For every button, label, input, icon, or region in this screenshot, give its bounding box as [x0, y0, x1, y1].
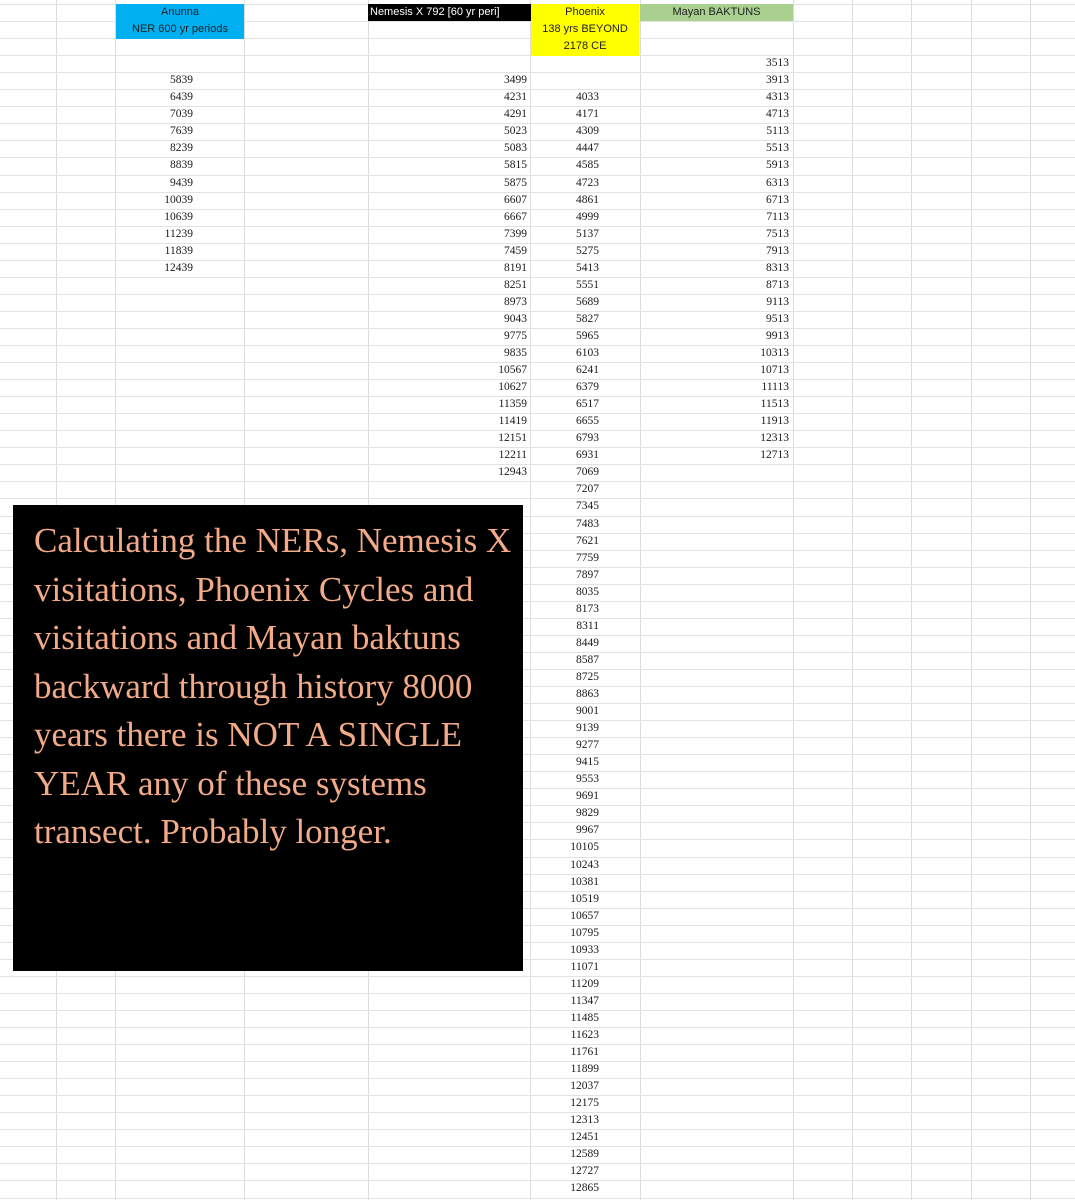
- phoenix-cell[interactable]: 6379: [576, 381, 599, 393]
- anunna-cell[interactable]: 12439: [164, 262, 193, 274]
- header-nemesis[interactable]: [368, 4, 532, 21]
- phoenix-cell[interactable]: 4033: [576, 91, 599, 103]
- phoenix-cell[interactable]: 11071: [570, 961, 599, 973]
- phoenix-cell[interactable]: 11899: [570, 1063, 599, 1075]
- phoenix-cell[interactable]: 10105: [570, 841, 599, 853]
- grid-row-line: [0, 464, 1075, 465]
- nemesis-cell[interactable]: 12151: [498, 432, 527, 444]
- header-mayan[interactable]: [640, 4, 793, 21]
- phoenix-cell[interactable]: 6517: [576, 398, 599, 410]
- nemesis-cell[interactable]: 6667: [504, 211, 527, 223]
- phoenix-cell[interactable]: 5413: [576, 262, 599, 274]
- mayan-cell[interactable]: 3513: [766, 57, 789, 69]
- mayan-cell[interactable]: 5513: [766, 142, 789, 154]
- phoenix-cell[interactable]: 7759: [576, 552, 599, 564]
- grid-row-line: [0, 1078, 1075, 1079]
- phoenix-cell[interactable]: 12451: [570, 1131, 599, 1143]
- nemesis-cell[interactable]: 9835: [504, 347, 527, 359]
- phoenix-cell[interactable]: 7207: [576, 483, 599, 495]
- phoenix-cell[interactable]: 5965: [576, 330, 599, 342]
- nemesis-cell[interactable]: 5875: [504, 177, 527, 189]
- anunna-cell[interactable]: 10639: [164, 211, 193, 223]
- nemesis-cell[interactable]: 8251: [504, 279, 527, 291]
- nemesis-cell[interactable]: 9043: [504, 313, 527, 325]
- anunna-cell[interactable]: 7639: [170, 125, 193, 137]
- phoenix-cell[interactable]: 10795: [570, 927, 599, 939]
- anunna-cell[interactable]: 8239: [170, 142, 193, 154]
- phoenix-cell[interactable]: 5827: [576, 313, 599, 325]
- phoenix-cell[interactable]: 11761: [570, 1046, 599, 1058]
- phoenix-cell[interactable]: 9001: [576, 705, 599, 717]
- mayan-cell[interactable]: 5913: [766, 159, 789, 171]
- nemesis-cell[interactable]: 3499: [504, 74, 527, 86]
- phoenix-cell[interactable]: 12313: [570, 1114, 599, 1126]
- grid-row-line: [0, 447, 1075, 448]
- grid-column-line: [640, 0, 641, 1200]
- phoenix-cell[interactable]: 8725: [576, 671, 599, 683]
- grid-row-line: [0, 311, 1075, 312]
- nemesis-cell[interactable]: 10567: [498, 364, 527, 376]
- phoenix-cell[interactable]: 4723: [576, 177, 599, 189]
- mayan-cell[interactable]: 11113: [761, 381, 789, 393]
- phoenix-cell[interactable]: 8173: [576, 603, 599, 615]
- phoenix-cell[interactable]: 7621: [576, 535, 599, 547]
- mayan-cell[interactable]: 4313: [766, 91, 789, 103]
- nemesis-cell[interactable]: 6607: [504, 194, 527, 206]
- anunna-cell[interactable]: 11239: [164, 228, 193, 240]
- phoenix-cell[interactable]: 10933: [570, 944, 599, 956]
- mayan-cell[interactable]: 4713: [766, 108, 789, 120]
- mayan-cell[interactable]: 8313: [766, 262, 789, 274]
- phoenix-cell[interactable]: 10519: [570, 893, 599, 905]
- grid-row-line: [0, 1061, 1075, 1062]
- annotation-textbox: [13, 505, 523, 971]
- phoenix-cell[interactable]: 4309: [576, 125, 599, 137]
- mayan-cell[interactable]: 7113: [766, 211, 789, 223]
- phoenix-cell[interactable]: 6241: [576, 364, 599, 376]
- anunna-cell[interactable]: 7039: [170, 108, 193, 120]
- phoenix-cell[interactable]: 9277: [576, 739, 599, 751]
- grid-row-line: [0, 993, 1075, 994]
- mayan-cell[interactable]: 9913: [766, 330, 789, 342]
- grid-row-line: [0, 481, 1075, 482]
- phoenix-cell[interactable]: 6655: [576, 415, 599, 427]
- phoenix-cell[interactable]: 9139: [576, 722, 599, 734]
- nemesis-cell[interactable]: 5815: [504, 159, 527, 171]
- phoenix-cell[interactable]: 11209: [570, 978, 599, 990]
- grid-row-line: [0, 413, 1075, 414]
- grid-row-line: [0, 1146, 1075, 1147]
- grid-row-line: [0, 362, 1075, 363]
- anunna-cell[interactable]: 8839: [170, 159, 193, 171]
- grid-column-line: [852, 0, 853, 1200]
- grid-row-line: [0, 1198, 1075, 1199]
- header-mayan-label: Mayan BAKTUNS: [672, 6, 761, 18]
- header-anunna-line1: Anunna: [161, 6, 199, 18]
- nemesis-cell[interactable]: 5083: [504, 142, 527, 154]
- mayan-cell[interactable]: 9113: [766, 296, 789, 308]
- grid-row-line: [0, 498, 1075, 499]
- phoenix-cell[interactable]: 7897: [576, 569, 599, 581]
- grid-row-line: [0, 1129, 1075, 1130]
- phoenix-cell[interactable]: 11485: [570, 1012, 599, 1024]
- header-anunna[interactable]: [116, 4, 244, 39]
- nemesis-cell[interactable]: 7459: [504, 245, 527, 257]
- phoenix-cell[interactable]: 8035: [576, 586, 599, 598]
- grid-row-line: [0, 1010, 1075, 1011]
- nemesis-cell[interactable]: 11359: [498, 398, 527, 410]
- mayan-cell[interactable]: 7913: [766, 245, 789, 257]
- grid-row-line: [0, 430, 1075, 431]
- mayan-cell[interactable]: 8713: [766, 279, 789, 291]
- grid-column-line: [530, 0, 531, 1200]
- grid-row-line: [0, 277, 1075, 278]
- grid-row-line: [0, 379, 1075, 380]
- phoenix-cell[interactable]: 8449: [576, 637, 599, 649]
- mayan-cell[interactable]: 12313: [760, 432, 789, 444]
- grid-row-line: [0, 396, 1075, 397]
- anunna-cell[interactable]: 11839: [164, 245, 193, 257]
- grid-row-line: [0, 345, 1075, 346]
- phoenix-cell[interactable]: 12037: [570, 1080, 599, 1092]
- grid-column-line: [911, 0, 912, 1200]
- mayan-cell[interactable]: 6713: [766, 194, 789, 206]
- phoenix-cell[interactable]: 11623: [570, 1029, 599, 1041]
- anunna-cell[interactable]: 10039: [164, 194, 193, 206]
- nemesis-cell[interactable]: 4231: [504, 91, 527, 103]
- nemesis-cell[interactable]: 10627: [498, 381, 527, 393]
- grid-row-line: [0, 1163, 1075, 1164]
- anunna-cell[interactable]: 5839: [170, 74, 193, 86]
- phoenix-cell[interactable]: 7345: [576, 500, 599, 512]
- phoenix-cell[interactable]: 4999: [576, 211, 599, 223]
- mayan-cell[interactable]: 10713: [760, 364, 789, 376]
- header-phoenix-line2: 138 yrs BEYOND: [542, 23, 628, 35]
- phoenix-cell[interactable]: 6931: [576, 449, 599, 461]
- phoenix-cell[interactable]: 12727: [570, 1165, 599, 1177]
- nemesis-cell[interactable]: 8973: [504, 296, 527, 308]
- phoenix-cell[interactable]: 11347: [570, 995, 599, 1007]
- phoenix-cell[interactable]: 10243: [570, 859, 599, 871]
- phoenix-cell[interactable]: 12175: [570, 1097, 599, 1109]
- phoenix-cell[interactable]: 9553: [576, 773, 599, 785]
- phoenix-cell[interactable]: 10381: [570, 876, 599, 888]
- grid-column-line: [793, 0, 794, 1200]
- mayan-cell[interactable]: 9513: [766, 313, 789, 325]
- grid-column-line: [1030, 0, 1031, 1200]
- mayan-cell[interactable]: 3913: [766, 74, 789, 86]
- nemesis-cell[interactable]: 4291: [504, 108, 527, 120]
- phoenix-cell[interactable]: 7483: [576, 518, 599, 530]
- grid-row-line: [0, 1095, 1075, 1096]
- header-phoenix[interactable]: [531, 4, 639, 56]
- nemesis-cell[interactable]: 8191: [504, 262, 527, 274]
- nemesis-cell[interactable]: 5023: [504, 125, 527, 137]
- grid-row-line: [0, 328, 1075, 329]
- anunna-cell[interactable]: 6439: [170, 91, 193, 103]
- phoenix-cell[interactable]: 9829: [576, 807, 599, 819]
- phoenix-cell[interactable]: 4171: [576, 108, 599, 120]
- phoenix-cell[interactable]: 9967: [576, 824, 599, 836]
- mayan-cell[interactable]: 7513: [766, 228, 789, 240]
- header-phoenix-line1: Phoenix: [565, 6, 605, 18]
- grid-row-line: [0, 976, 1075, 977]
- anunna-cell[interactable]: 9439: [170, 177, 193, 189]
- grid-row-line: [0, 1044, 1075, 1045]
- mayan-cell[interactable]: 11913: [760, 415, 789, 427]
- header-anunna-line2: NER 600 yr periods: [132, 23, 228, 35]
- nemesis-cell[interactable]: 9775: [504, 330, 527, 342]
- phoenix-cell[interactable]: 5551: [576, 279, 599, 291]
- grid-row-line: [0, 1180, 1075, 1181]
- phoenix-cell[interactable]: 5689: [576, 296, 599, 308]
- phoenix-cell[interactable]: 7069: [576, 466, 599, 478]
- grid-row-line: [0, 294, 1075, 295]
- phoenix-cell[interactable]: 10657: [570, 910, 599, 922]
- mayan-cell[interactable]: 6313: [766, 177, 789, 189]
- phoenix-cell[interactable]: 5137: [576, 228, 599, 240]
- phoenix-cell[interactable]: 9415: [576, 756, 599, 768]
- phoenix-cell[interactable]: 6793: [576, 432, 599, 444]
- phoenix-cell[interactable]: 8311: [576, 620, 599, 632]
- phoenix-cell[interactable]: 5275: [576, 245, 599, 257]
- phoenix-cell[interactable]: 12589: [570, 1148, 599, 1160]
- grid-row-line: [0, 1112, 1075, 1113]
- phoenix-cell[interactable]: 4447: [576, 142, 599, 154]
- grid-row-line: [0, 1027, 1075, 1028]
- phoenix-cell[interactable]: 4585: [576, 159, 599, 171]
- phoenix-cell[interactable]: 4861: [576, 194, 599, 206]
- mayan-cell[interactable]: 11513: [760, 398, 789, 410]
- header-phoenix-line3: 2178 CE: [563, 40, 607, 52]
- annotation-text: Calculating the NERs, Nemesis X visitations, Phoenix Cycles and visitations and Mayan baktuns backward through history 8000 years there is NOT A SINGLE YEAR any of these systems transect. Probably longer.: [34, 521, 512, 851]
- phoenix-cell[interactable]: 8863: [576, 688, 599, 700]
- phoenix-cell[interactable]: 12865: [570, 1182, 599, 1194]
- grid-column-line: [971, 0, 972, 1200]
- mayan-cell[interactable]: 5113: [766, 125, 789, 137]
- phoenix-cell[interactable]: 8587: [576, 654, 599, 666]
- nemesis-cell[interactable]: 12211: [498, 449, 527, 461]
- mayan-cell[interactable]: 12713: [760, 449, 789, 461]
- phoenix-cell[interactable]: 6103: [576, 347, 599, 359]
- nemesis-cell[interactable]: 12943: [498, 466, 527, 478]
- nemesis-cell[interactable]: 7399: [504, 228, 527, 240]
- nemesis-cell[interactable]: 11419: [498, 415, 527, 427]
- mayan-cell[interactable]: 10313: [760, 347, 789, 359]
- header-nemesis-label: Nemesis X 792 [60 yr peri]: [370, 6, 500, 18]
- phoenix-cell[interactable]: 9691: [576, 790, 599, 802]
